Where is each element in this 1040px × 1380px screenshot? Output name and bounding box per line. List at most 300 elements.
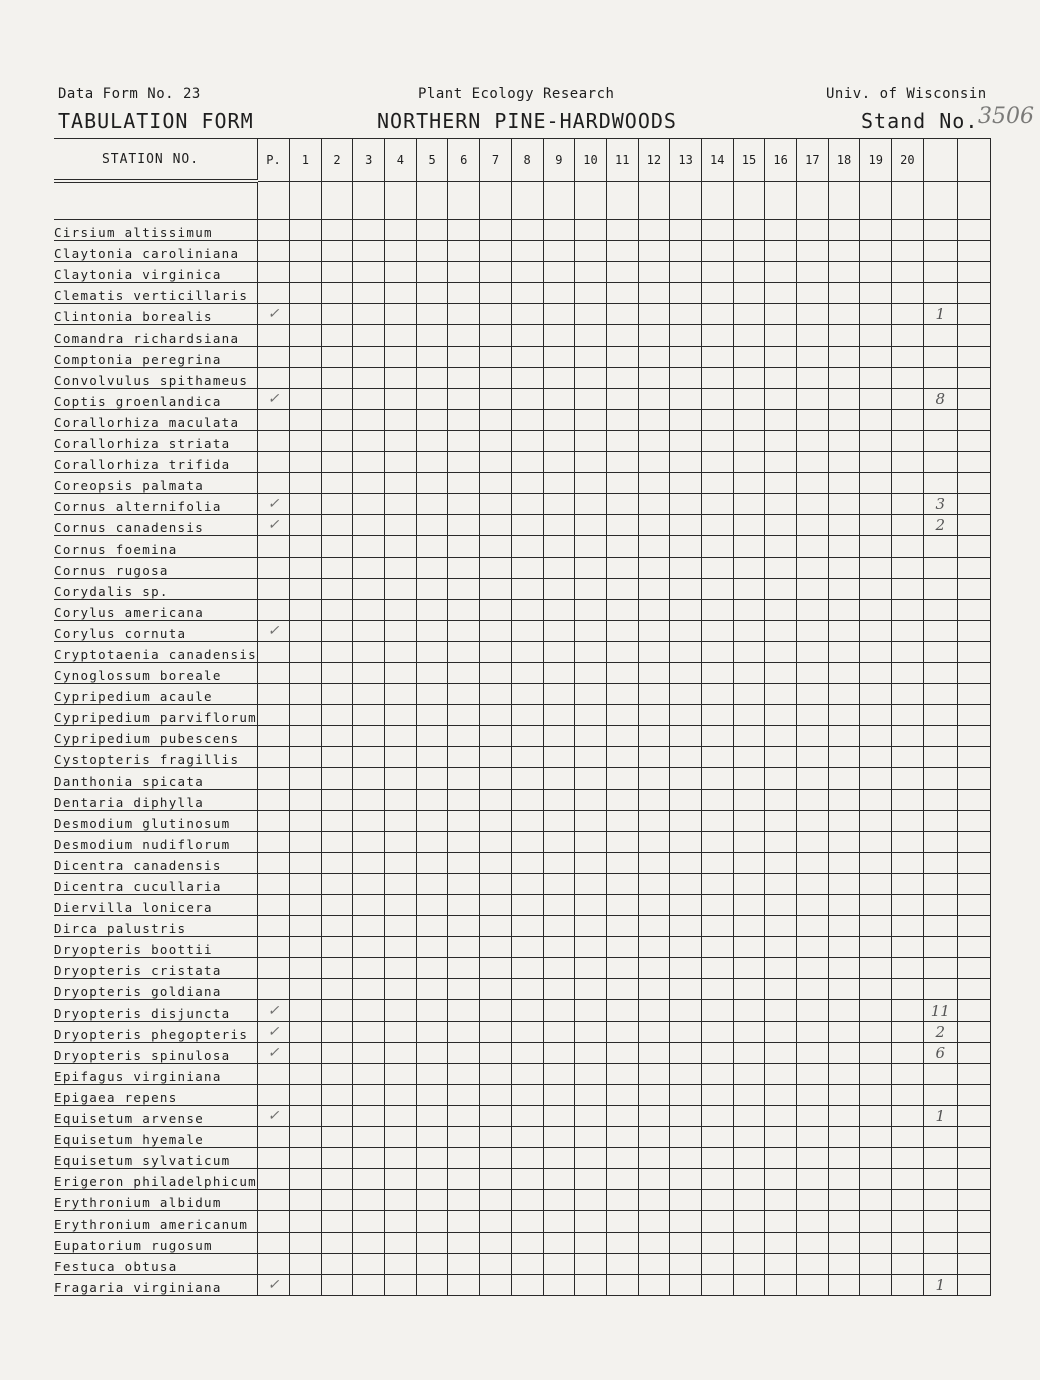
station-cell — [638, 325, 670, 346]
station-cell — [797, 873, 829, 894]
station-cell — [321, 789, 353, 810]
count-cell — [923, 325, 957, 346]
extra-cell — [957, 220, 990, 241]
station-cell — [575, 1169, 607, 1190]
station-cell — [575, 1042, 607, 1063]
station-cell — [860, 1190, 892, 1211]
station-cell — [385, 620, 417, 641]
station-cell — [575, 1084, 607, 1105]
station-cell — [511, 1148, 543, 1169]
presence-cell — [258, 1063, 290, 1084]
table-row — [54, 283, 990, 304]
station-cell — [385, 705, 417, 726]
table-row — [54, 1042, 990, 1063]
extra-cell — [957, 937, 990, 958]
extra-cell — [957, 747, 990, 768]
station-cell — [638, 409, 670, 430]
station-cell — [670, 726, 702, 747]
station-cell — [353, 831, 385, 852]
station-cell — [860, 1021, 892, 1042]
station-cell — [606, 810, 638, 831]
station-cell — [543, 346, 575, 367]
station-cell — [701, 283, 733, 304]
station-cell — [480, 536, 512, 557]
station-cell — [290, 1127, 322, 1148]
station-cell — [511, 494, 543, 515]
station-cell — [416, 747, 448, 768]
station-cell — [575, 895, 607, 916]
station-cell — [733, 726, 765, 747]
species-name: Cornus foemina — [54, 536, 258, 557]
station-cell — [448, 1021, 480, 1042]
station-cell — [385, 557, 417, 578]
station-cell — [321, 409, 353, 430]
count-cell — [923, 241, 957, 262]
station-cell — [701, 979, 733, 1000]
station-cell — [416, 452, 448, 473]
count-cell — [923, 831, 957, 852]
station-cell — [765, 810, 797, 831]
station-cell — [385, 1232, 417, 1253]
station-cell — [575, 958, 607, 979]
station-cell — [765, 916, 797, 937]
count-cell — [923, 916, 957, 937]
count-cell — [923, 1190, 957, 1211]
table-row — [54, 1274, 990, 1295]
station-cell — [543, 1169, 575, 1190]
station-cell — [828, 1021, 860, 1042]
station-cell — [385, 1105, 417, 1126]
station-cell — [575, 220, 607, 241]
species-name: Coptis groenlandica — [54, 388, 258, 409]
count-cell — [923, 1169, 957, 1190]
station-cell — [860, 852, 892, 873]
station-cell — [353, 1253, 385, 1274]
station-cell — [448, 852, 480, 873]
station-cell — [385, 916, 417, 937]
station-cell — [638, 1000, 670, 1021]
station-cell — [701, 789, 733, 810]
station-cell — [543, 1190, 575, 1211]
station-cell — [448, 810, 480, 831]
station-cell — [733, 1063, 765, 1084]
station-cell — [638, 515, 670, 536]
table-row — [54, 325, 990, 346]
station-cell — [511, 789, 543, 810]
station-cell — [448, 979, 480, 1000]
station-cell — [543, 1148, 575, 1169]
station-column-header: 5 — [416, 139, 448, 182]
station-cell — [416, 388, 448, 409]
station-cell — [828, 705, 860, 726]
count-cell — [923, 1000, 957, 1021]
species-name: Corydalis sp. — [54, 578, 258, 599]
station-cell — [733, 641, 765, 662]
extra-cell — [957, 388, 990, 409]
station-cell — [638, 1042, 670, 1063]
station-cell — [797, 325, 829, 346]
station-cell — [828, 1190, 860, 1211]
station-cell — [385, 1148, 417, 1169]
station-cell — [765, 1042, 797, 1063]
station-cell — [733, 1169, 765, 1190]
station-cell — [892, 367, 924, 388]
p-column-header: P. — [258, 139, 290, 182]
count-cell — [923, 494, 957, 515]
station-cell — [670, 1211, 702, 1232]
station-cell — [733, 789, 765, 810]
station-cell — [543, 873, 575, 894]
presence-cell — [258, 1169, 290, 1190]
station-column-header: 19 — [860, 139, 892, 182]
station-cell — [860, 1253, 892, 1274]
station-cell — [416, 1021, 448, 1042]
count-cell — [923, 662, 957, 683]
station-cell — [892, 1042, 924, 1063]
count-cell — [923, 262, 957, 283]
station-cell — [828, 515, 860, 536]
station-cell — [670, 684, 702, 705]
station-cell — [765, 241, 797, 262]
station-cell — [290, 768, 322, 789]
station-cell — [860, 1000, 892, 1021]
station-cell — [321, 852, 353, 873]
station-cell — [797, 283, 829, 304]
station-cell — [733, 895, 765, 916]
station-cell — [575, 916, 607, 937]
station-cell — [733, 473, 765, 494]
station-cell — [480, 473, 512, 494]
presence-cell — [258, 304, 290, 325]
table-row — [54, 452, 990, 473]
station-cell — [480, 241, 512, 262]
station-cell — [797, 430, 829, 451]
station-cell — [606, 346, 638, 367]
station-cell — [385, 515, 417, 536]
station-cell — [511, 895, 543, 916]
station-cell — [701, 1148, 733, 1169]
station-cell — [353, 367, 385, 388]
station-cell — [701, 473, 733, 494]
station-cell — [638, 473, 670, 494]
station-cell — [290, 810, 322, 831]
station-cell — [606, 325, 638, 346]
station-cell — [638, 304, 670, 325]
station-cell — [860, 599, 892, 620]
count-value: 6 — [935, 1043, 946, 1062]
page-subtitle: NORTHERN PINE-HARDWOODS — [377, 109, 677, 133]
extra-cell — [957, 916, 990, 937]
station-cell — [797, 684, 829, 705]
station-cell — [448, 473, 480, 494]
station-cell — [606, 768, 638, 789]
station-cell — [353, 937, 385, 958]
station-cell — [575, 831, 607, 852]
station-cell — [385, 1000, 417, 1021]
station-cell — [606, 262, 638, 283]
station-column-header: 6 — [448, 139, 480, 182]
station-cell — [638, 747, 670, 768]
count-cell — [923, 1232, 957, 1253]
station-cell — [416, 241, 448, 262]
station-cell — [480, 452, 512, 473]
blank-cell — [606, 181, 638, 220]
station-cell — [448, 515, 480, 536]
station-cell — [892, 1084, 924, 1105]
species-name: Cirsium altissimum — [54, 220, 258, 241]
count-cell — [923, 367, 957, 388]
count-cell — [923, 789, 957, 810]
station-cell — [797, 620, 829, 641]
station-cell — [385, 1190, 417, 1211]
station-cell — [575, 283, 607, 304]
presence-cell — [258, 1021, 290, 1042]
count-value: 2 — [935, 1022, 946, 1041]
extra-cell — [957, 515, 990, 536]
species-name: Erythronium americanum — [54, 1211, 258, 1232]
station-cell — [733, 388, 765, 409]
station-cell — [543, 1000, 575, 1021]
station-cell — [701, 620, 733, 641]
station-cell — [321, 304, 353, 325]
station-cell — [606, 367, 638, 388]
extra-cell — [957, 1274, 990, 1295]
station-cell — [828, 409, 860, 430]
station-cell — [511, 726, 543, 747]
station-cell — [575, 620, 607, 641]
table-row — [54, 768, 990, 789]
count-cell — [923, 1105, 957, 1126]
station-cell — [638, 557, 670, 578]
station-cell — [385, 831, 417, 852]
station-cell — [701, 958, 733, 979]
station-cell — [733, 578, 765, 599]
count-cell — [923, 536, 957, 557]
station-cell — [416, 557, 448, 578]
station-cell — [765, 1169, 797, 1190]
station-cell — [290, 557, 322, 578]
station-cell — [511, 220, 543, 241]
station-cell — [701, 1127, 733, 1148]
station-cell — [416, 1211, 448, 1232]
station-cell — [543, 1063, 575, 1084]
station-cell — [733, 1127, 765, 1148]
station-cell — [480, 1063, 512, 1084]
station-cell — [701, 1211, 733, 1232]
station-cell — [828, 1253, 860, 1274]
station-cell — [670, 557, 702, 578]
station-cell — [670, 1148, 702, 1169]
station-cell — [701, 1190, 733, 1211]
table-row — [54, 1084, 990, 1105]
station-cell — [765, 852, 797, 873]
station-cell — [290, 283, 322, 304]
station-cell — [416, 304, 448, 325]
species-name: Corallorhiza trifida — [54, 452, 258, 473]
station-column-header: 8 — [511, 139, 543, 182]
station-cell — [860, 388, 892, 409]
station-cell — [480, 620, 512, 641]
station-cell — [892, 958, 924, 979]
station-cell — [828, 662, 860, 683]
presence-cell — [258, 578, 290, 599]
station-cell — [797, 958, 829, 979]
station-cell — [765, 367, 797, 388]
station-cell — [797, 1148, 829, 1169]
table-row — [54, 810, 990, 831]
station-cell — [480, 494, 512, 515]
station-cell — [860, 916, 892, 937]
station-cell — [606, 873, 638, 894]
presence-cell — [258, 1127, 290, 1148]
blank-cell — [860, 181, 892, 220]
species-name: Corylus americana — [54, 599, 258, 620]
station-cell — [765, 283, 797, 304]
table-row — [54, 473, 990, 494]
count-cell — [923, 557, 957, 578]
station-cell — [638, 684, 670, 705]
station-cell — [670, 810, 702, 831]
station-cell — [701, 1000, 733, 1021]
extra-cell — [957, 536, 990, 557]
station-cell — [290, 937, 322, 958]
station-cell — [765, 304, 797, 325]
station-cell — [860, 620, 892, 641]
station-cell — [701, 641, 733, 662]
count-cell — [923, 283, 957, 304]
station-cell — [290, 873, 322, 894]
station-cell — [416, 937, 448, 958]
station-cell — [828, 1148, 860, 1169]
station-cell — [385, 958, 417, 979]
station-cell — [638, 916, 670, 937]
station-cell — [385, 789, 417, 810]
station-cell — [385, 1274, 417, 1295]
station-cell — [290, 1190, 322, 1211]
station-cell — [606, 641, 638, 662]
extra-cell — [957, 684, 990, 705]
station-cell — [353, 620, 385, 641]
station-cell — [511, 1021, 543, 1042]
station-cell — [765, 641, 797, 662]
station-cell — [321, 1148, 353, 1169]
station-cell — [733, 536, 765, 557]
presence-cell — [258, 1211, 290, 1232]
species-name: Cystopteris fragillis — [54, 747, 258, 768]
station-cell — [860, 367, 892, 388]
station-cell — [797, 641, 829, 662]
station-cell — [353, 1084, 385, 1105]
station-cell — [543, 852, 575, 873]
station-cell — [448, 262, 480, 283]
station-cell — [290, 1148, 322, 1169]
station-cell — [860, 346, 892, 367]
station-cell — [765, 473, 797, 494]
station-cell — [353, 1105, 385, 1126]
station-cell — [321, 937, 353, 958]
station-cell — [860, 747, 892, 768]
table-row — [54, 1063, 990, 1084]
station-cell — [828, 1042, 860, 1063]
station-cell — [290, 1063, 322, 1084]
station-cell — [860, 557, 892, 578]
station-cell — [290, 304, 322, 325]
presence-check-mark: ✓ — [267, 1002, 280, 1019]
station-cell — [385, 810, 417, 831]
station-cell — [511, 515, 543, 536]
station-cell — [416, 705, 448, 726]
station-cell — [892, 220, 924, 241]
station-cell — [670, 1169, 702, 1190]
table-row — [54, 641, 990, 662]
station-cell — [670, 220, 702, 241]
station-cell — [765, 1274, 797, 1295]
station-column-header: 11 — [606, 139, 638, 182]
station-cell — [575, 473, 607, 494]
station-cell — [416, 325, 448, 346]
station-cell — [353, 810, 385, 831]
station-cell — [638, 1211, 670, 1232]
count-cell — [923, 873, 957, 894]
station-cell — [828, 958, 860, 979]
species-name: Erythronium albidum — [54, 1190, 258, 1211]
station-cell — [638, 895, 670, 916]
form-number: Data Form No. 23 — [58, 86, 201, 102]
species-name: Dryopteris boottii — [54, 937, 258, 958]
blank-cell — [480, 181, 512, 220]
station-cell — [385, 599, 417, 620]
station-column-header: 9 — [543, 139, 575, 182]
station-column-header: 15 — [733, 139, 765, 182]
station-cell — [290, 1105, 322, 1126]
presence-cell — [258, 536, 290, 557]
station-cell — [606, 515, 638, 536]
station-cell — [575, 241, 607, 262]
station-cell — [480, 262, 512, 283]
presence-cell — [258, 346, 290, 367]
station-cell — [606, 304, 638, 325]
station-cell — [543, 937, 575, 958]
table-row — [54, 705, 990, 726]
station-cell — [860, 494, 892, 515]
station-cell — [353, 304, 385, 325]
station-cell — [448, 1274, 480, 1295]
station-cell — [353, 1190, 385, 1211]
station-cell — [670, 515, 702, 536]
station-cell — [638, 1021, 670, 1042]
station-cell — [480, 789, 512, 810]
count-cell — [923, 1063, 957, 1084]
count-cell — [923, 430, 957, 451]
station-cell — [511, 283, 543, 304]
station-cell — [290, 578, 322, 599]
station-cell — [892, 726, 924, 747]
presence-cell — [258, 1084, 290, 1105]
station-cell — [733, 958, 765, 979]
station-cell — [416, 367, 448, 388]
station-cell — [892, 452, 924, 473]
station-cell — [290, 515, 322, 536]
species-name: Claytonia caroliniana — [54, 241, 258, 262]
station-cell — [448, 1105, 480, 1126]
station-cell — [290, 220, 322, 241]
blank-cell — [385, 181, 417, 220]
station-cell — [353, 220, 385, 241]
count-cell — [923, 1021, 957, 1042]
station-cell — [480, 916, 512, 937]
blank-cell — [416, 181, 448, 220]
species-name: Dentaria diphylla — [54, 789, 258, 810]
